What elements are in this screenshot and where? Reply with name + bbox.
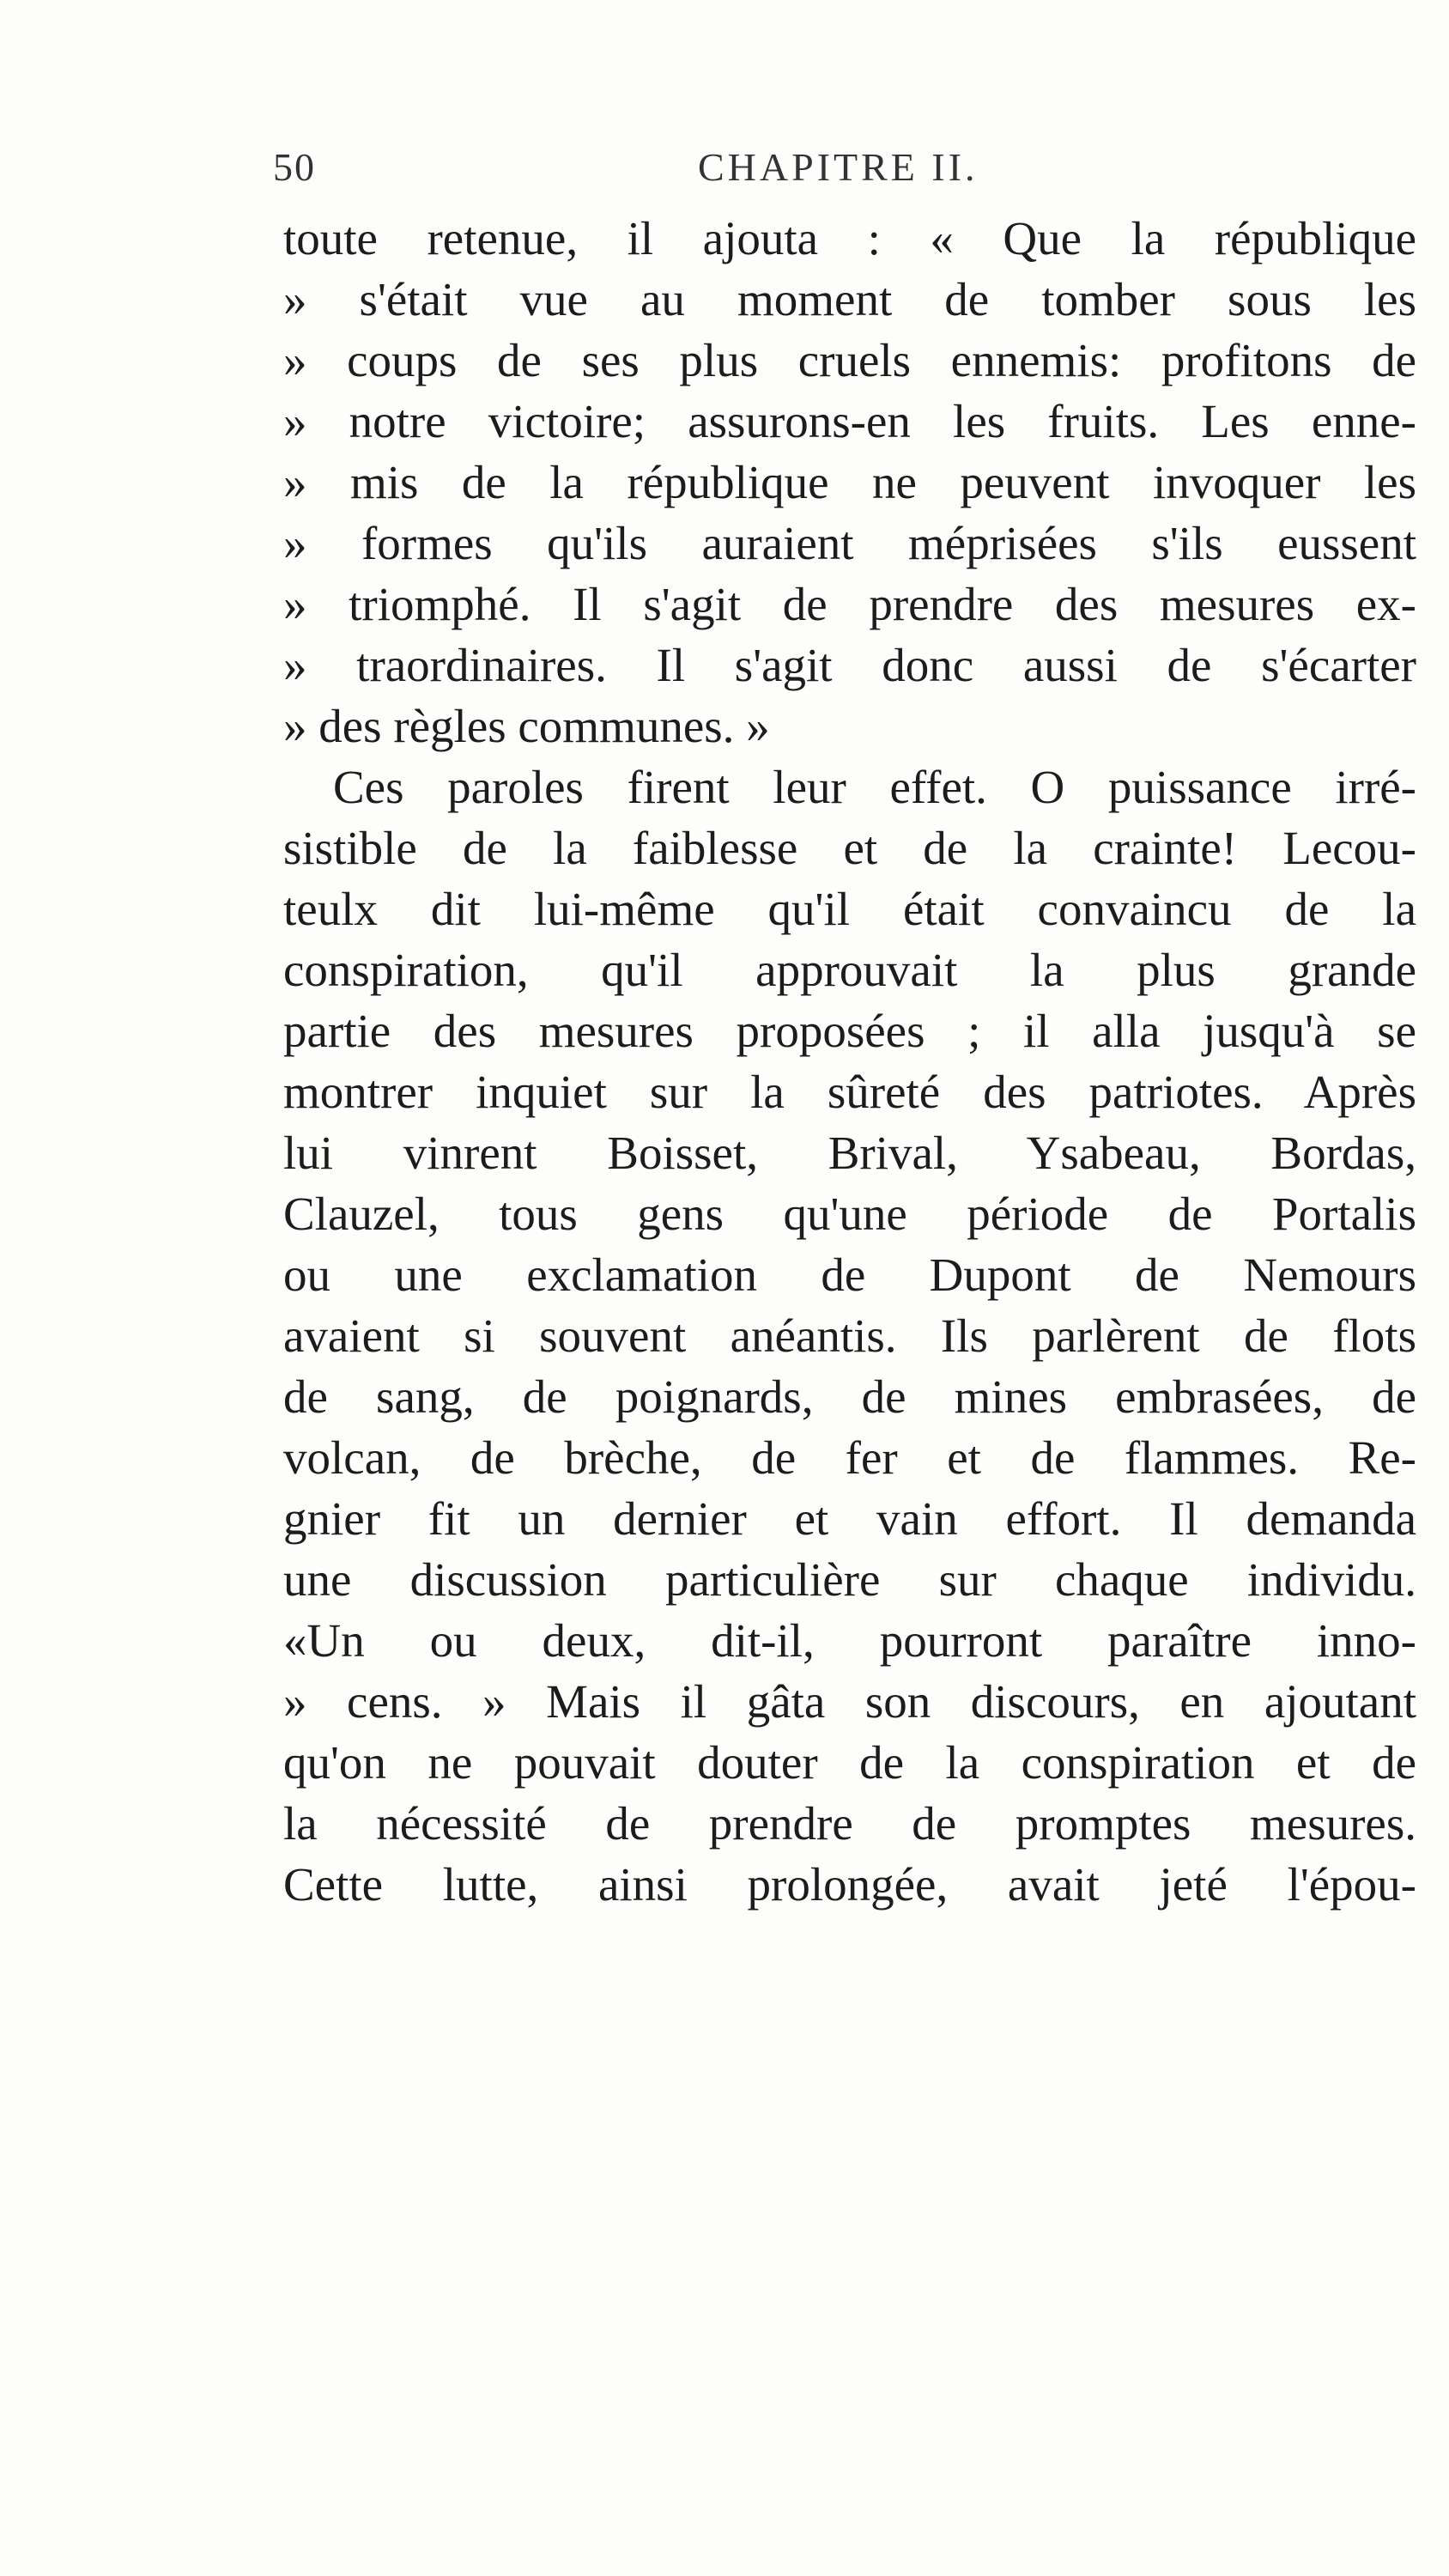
text-line: Ces paroles firent leur effet. O puissance irré- [333, 761, 1416, 813]
text-line: » s'était vue au moment de tomber sous les [283, 273, 1416, 325]
text-line: «Un ou deux, dit-il, pourront paraître inno- [283, 1614, 1416, 1667]
text-line: Clauzel, tous gens qu'une période de Portalis [283, 1188, 1416, 1240]
text-line: conspiration, qu'il approuvait la plus grande [283, 944, 1416, 996]
text-line: avaient si souvent anéantis. Ils parlèrent de flots [283, 1309, 1416, 1362]
chapter-title: CHAPITRE II. [698, 145, 979, 189]
text-line: » coups de ses plus cruels ennemis: profitons de [283, 334, 1416, 386]
text-line: sistible de la faiblesse et de la crainte! Lecou- [283, 822, 1416, 874]
text-line: » mis de la république ne peuvent invoquer les [283, 456, 1416, 508]
text-line: » formes qu'ils auraient méprisées s'ils eussent [283, 517, 1416, 569]
text-line: teulx dit lui-même qu'il était convaincu de la [283, 883, 1416, 935]
text-line: qu'on ne pouvait douter de la conspiration et de [283, 1736, 1416, 1789]
text-line: volcan, de brèche, de fer et de flammes. Re- [283, 1431, 1416, 1484]
text-line: ou une exclamation de Dupont de Nemours [283, 1249, 1416, 1301]
text-line: partie des mesures proposées ; il alla jusqu'à se [283, 1005, 1416, 1057]
text-line: » triomphé. Il s'agit de prendre des mesures ex- [283, 578, 1416, 630]
text-line: lui vinrent Boisset, Brival, Ysabeau, Bordas, [283, 1127, 1416, 1179]
text-line: » traordinaires. Il s'agit donc aussi de s'écarter [283, 639, 1416, 691]
text-line: de sang, de poignards, de mines embrasées, de [283, 1370, 1416, 1423]
text-line: » notre victoire; assurons-en les fruits. Les enne- [283, 395, 1416, 447]
text-line: gnier fit un dernier et vain effort. Il demanda [283, 1492, 1416, 1545]
text-line: Cette lutte, ainsi prolongée, avait jeté l'épou- [283, 1858, 1416, 1911]
text-line: » des règles communes. » [283, 700, 770, 752]
text-line: » cens. » Mais il gâta son discours, en ajoutant [283, 1675, 1416, 1728]
text-line: toute retenue, il ajouta : « Que la république [283, 212, 1416, 264]
running-head [273, 144, 1389, 204]
text-line: une discussion particulière sur chaque individu. [283, 1553, 1416, 1606]
body-text [283, 208, 1416, 1915]
page-number: 50 [273, 145, 316, 189]
text-line: la nécessité de prendre de promptes mesures. [283, 1797, 1416, 1850]
text-line: montrer inquiet sur la sûreté des patriotes. Après [283, 1066, 1416, 1118]
